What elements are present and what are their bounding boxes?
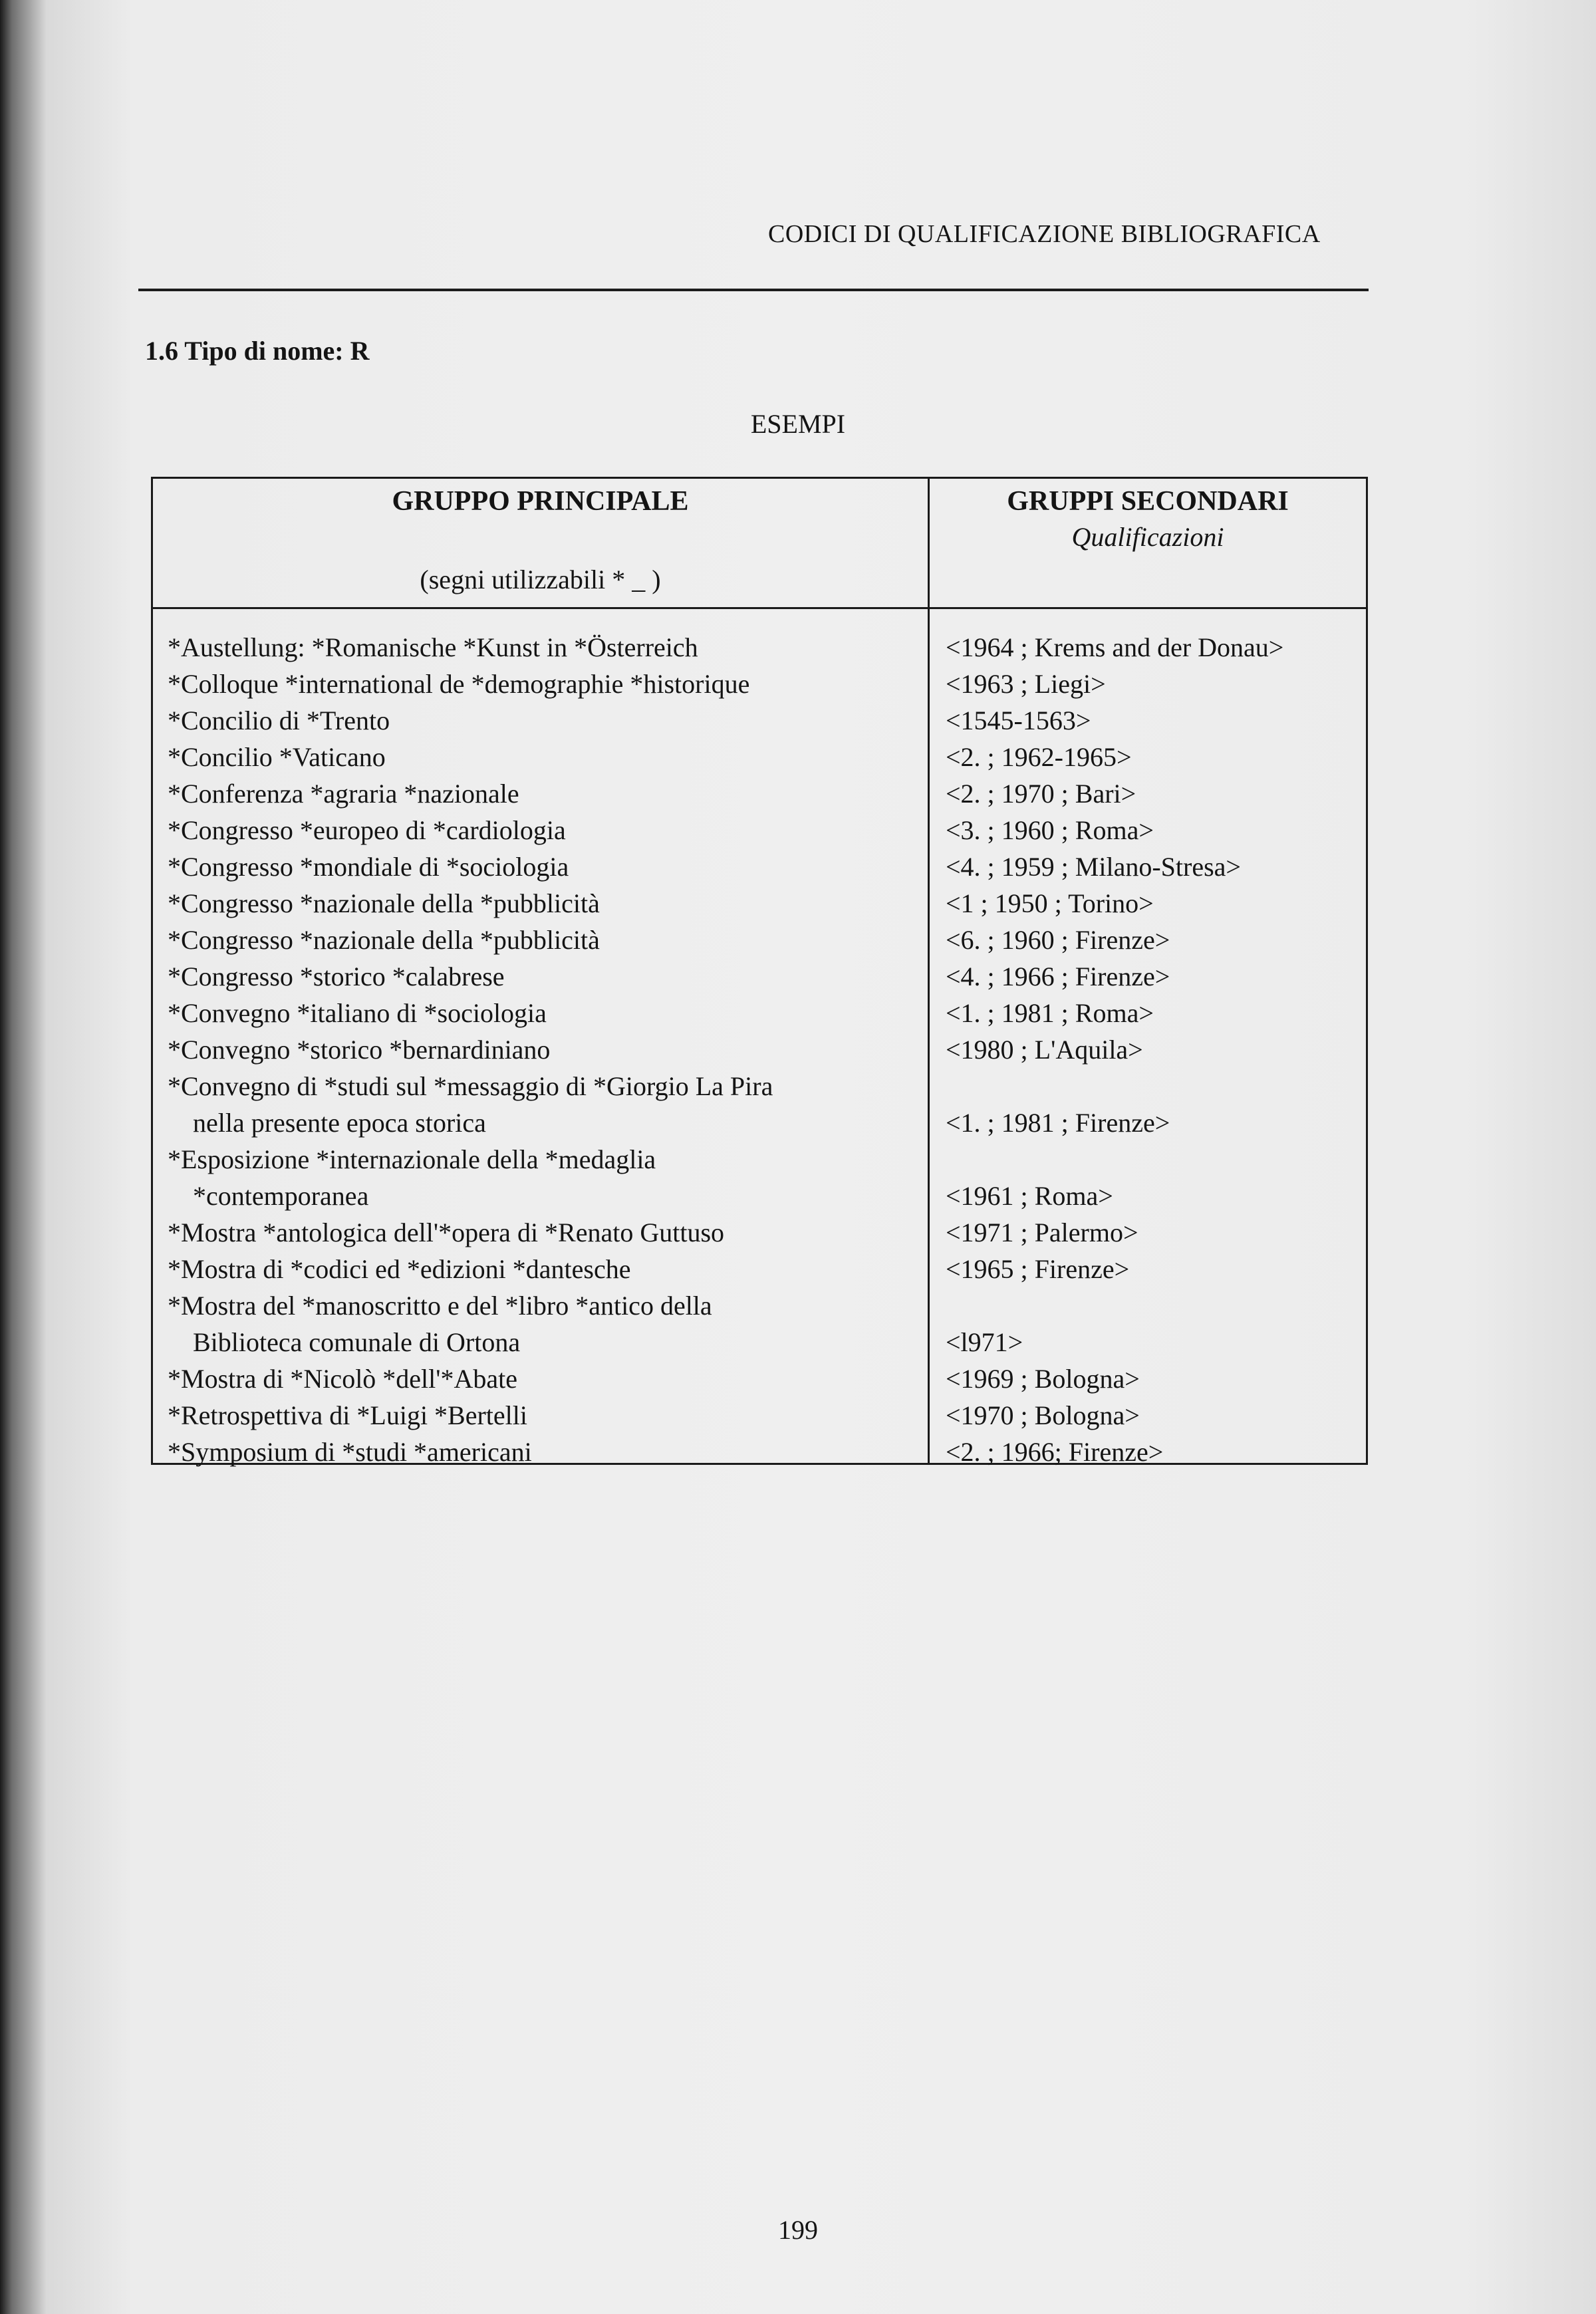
table-row: [153, 1360, 1366, 1397]
table-row: [153, 1287, 1366, 1360]
main-group-cell: [168, 1141, 919, 1214]
main-group-cell: *Congresso *nazionale della *pubblicità: [168, 925, 600, 955]
qualification-cell: <1. ; 1981 ; Firenze>: [946, 1108, 1170, 1138]
qualification-cell: <2. ; 1970 ; Bari>: [946, 779, 1136, 809]
qualification-cell: <3. ; 1960 ; Roma>: [946, 815, 1154, 845]
main-group-cell: [168, 1068, 919, 1141]
qualification-cell: <1963 ; Liegi>: [946, 669, 1106, 699]
examples-label: ESEMPI: [750, 409, 846, 439]
main-group-cell: *Colloque *international de *demographie *historique: [168, 669, 750, 699]
main-group-cell: *Concilio *Vaticano: [168, 742, 386, 772]
qualification-cell: <1961 ; Roma>: [946, 1181, 1113, 1211]
table-row: [153, 1031, 1366, 1068]
main-group-cell: *Concilio di *Trento: [168, 706, 390, 735]
table-row: [153, 1068, 1366, 1141]
table-row: [153, 885, 1366, 922]
main-group-cell: *Retrospettiva di *Luigi *Bertelli: [168, 1400, 528, 1430]
table-row: [153, 1397, 1366, 1434]
qualification-cell: <2. ; 1966; Firenze>: [946, 1437, 1164, 1467]
main-group-cell: *Mostra di *Nicolò *dell'*Abate: [168, 1364, 517, 1394]
table-row: [153, 922, 1366, 958]
qualification-cell: <1969 ; Bologna>: [946, 1364, 1140, 1394]
main-group-cell: *Congresso *storico *calabrese: [168, 962, 505, 991]
table-body: [153, 629, 1366, 1470]
main-group-continuation: Biblioteca comunale di Ortona: [193, 1327, 521, 1357]
qualification-cell: <1971 ; Palermo>: [946, 1218, 1138, 1247]
main-group-continuation: *contemporanea: [193, 1181, 369, 1211]
page-number: 199: [778, 2215, 818, 2245]
table-row: [153, 848, 1366, 885]
main-group-cell: [168, 1287, 919, 1360]
table-row: [153, 958, 1366, 995]
qualification-cell: <6. ; 1960 ; Firenze>: [946, 925, 1170, 955]
qualification-cell: <l971>: [946, 1327, 1023, 1357]
qualification-cell: <1964 ; Krems and der Donau>: [946, 632, 1284, 662]
qualification-cell: <1. ; 1981 ; Roma>: [946, 998, 1154, 1028]
examples-table: [151, 477, 1368, 1465]
qualification-cell: <1980 ; L'Aquila>: [946, 1035, 1143, 1065]
main-group-subheader: (segni utilizzabili * _ ): [420, 565, 661, 594]
qualification-cell: <4. ; 1966 ; Firenze>: [946, 962, 1170, 991]
main-group-cell: *Congresso *mondiale di *sociologia: [168, 852, 569, 882]
main-group-cell: *Convegno *storico *bernardiniano: [168, 1035, 551, 1065]
main-group-cell: *Convegno *italiano di *sociologia: [168, 998, 547, 1028]
main-group-header: GRUPPO PRINCIPALE: [392, 486, 689, 517]
qualification-cell: <1545-1563>: [946, 706, 1091, 735]
qualification-cell: <1 ; 1950 ; Torino>: [946, 888, 1154, 918]
table-row: [153, 775, 1366, 812]
section-title: 1.6 Tipo di nome: R: [145, 336, 370, 366]
table-row: [153, 702, 1366, 739]
table-row: [153, 666, 1366, 702]
main-group-cell: *Congresso *nazionale della *pubblicità: [168, 888, 600, 918]
secondary-groups-header: GRUPPI SECONDARI: [1007, 486, 1289, 517]
qualification-cell: <4. ; 1959 ; Milano-Stresa>: [946, 852, 1241, 882]
main-group-line: *Convegno di *studi sul *messaggio di *Giorgio La Pira: [168, 1071, 773, 1101]
qualification-cell: <2. ; 1962-1965>: [946, 742, 1132, 772]
qualification-cell: <1970 ; Bologna>: [946, 1400, 1140, 1430]
header-rule: [138, 289, 1369, 291]
table-row: [153, 1141, 1366, 1214]
main-group-cell: *Mostra *antologica dell'*opera di *Renato Guttuso: [168, 1218, 725, 1247]
main-group-cell: *Symposium di *studi *americani: [168, 1437, 532, 1467]
table-row: [153, 1251, 1366, 1287]
table-header-rule: [153, 607, 1366, 609]
table-row: [153, 995, 1366, 1031]
running-head: CODICI DI QUALIFICAZIONE BIBLIOGRAFICA: [768, 220, 1321, 248]
table-row: [153, 1214, 1366, 1251]
main-group-line: *Esposizione *internazionale della *medaglia: [168, 1144, 656, 1174]
main-group-cell: *Congresso *europeo di *cardiologia: [168, 815, 566, 845]
secondary-groups-subheader: Qualificazioni: [1071, 522, 1224, 552]
main-group-cell: *Conferenza *agraria *nazionale: [168, 779, 519, 809]
table-row: [153, 629, 1366, 666]
main-group-cell: *Mostra di *codici ed *edizioni *dantesche: [168, 1254, 631, 1284]
table-row: [153, 739, 1366, 775]
main-group-line: *Mostra del *manoscritto e del *libro *antico della: [168, 1291, 712, 1321]
table-row: [153, 812, 1366, 848]
main-group-continuation: nella presente epoca storica: [193, 1108, 486, 1138]
qualification-cell: <1965 ; Firenze>: [946, 1254, 1130, 1284]
table-row: [153, 1434, 1366, 1470]
main-group-cell: *Austellung: *Romanische *Kunst in *Österreich: [168, 632, 698, 662]
